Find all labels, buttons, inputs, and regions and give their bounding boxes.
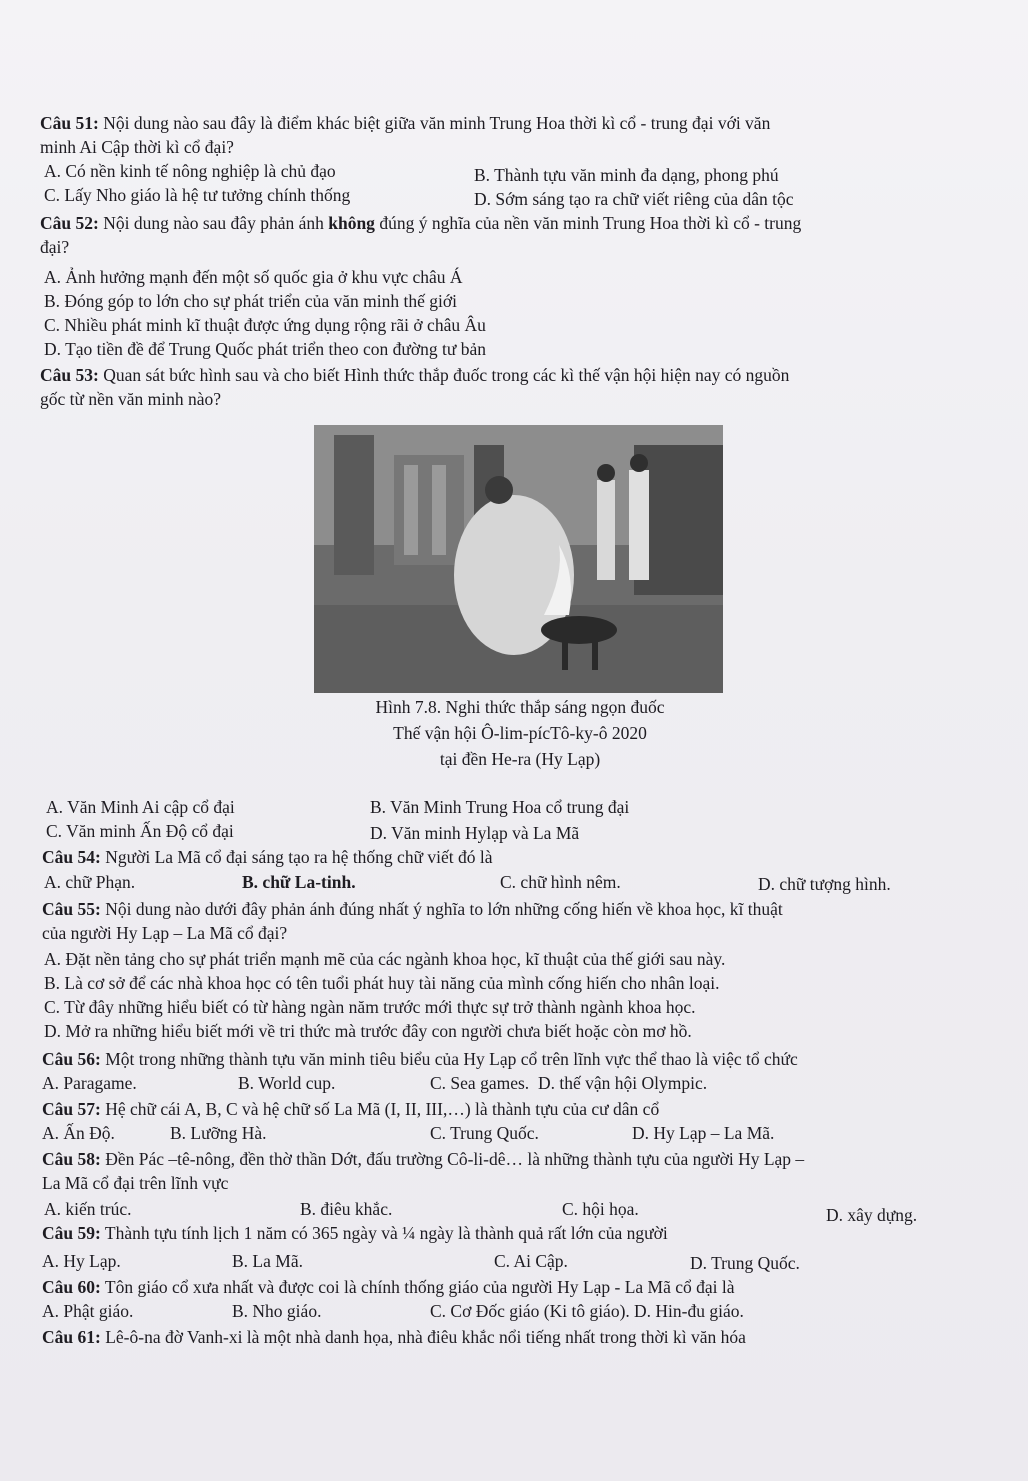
question-58 — [42, 1148, 804, 1170]
option-a: A. Đặt nền tảng cho sự phát triển mạnh mẽ của các ngành khoa học, kĩ thuật của thế giới sau này. — [44, 949, 726, 969]
question-text: đại? — [40, 237, 70, 257]
option-d: D. thế vận hội Olympic. — [538, 1073, 708, 1093]
question-text: gốc từ nền văn minh nào? — [40, 389, 222, 409]
question-label: Câu 54: — [42, 847, 101, 867]
question-emphasis: không — [328, 213, 375, 233]
question-text: Nội dung nào dưới đây phản ánh đúng nhất ý nghĩa to lớn những cống hiến về khoa học, kĩ thuật — [105, 899, 783, 919]
option-b: B. La Mã. — [232, 1251, 303, 1271]
question-text: Quan sát bức hình sau và cho biết Hình thức thắp đuốc trong các kì thế vận hội hiện nay có nguồn — [103, 365, 790, 385]
option-b: B. Thành tựu văn minh đa dạng, phong phú — [474, 165, 779, 185]
question-text: Người La Mã cổ đại sáng tạo ra hệ thống chữ viết đó là — [105, 847, 493, 867]
option-a: A. Có nền kinh tế nông nghiệp là chủ đạo — [44, 161, 336, 181]
option-c: C. Văn minh Ấn Độ cổ đại — [46, 821, 234, 841]
option-c: C. Sea games. — [430, 1073, 530, 1093]
option-c: C. chữ hình nêm. — [500, 872, 621, 892]
question-label: Câu 53: — [40, 365, 99, 385]
question-56 — [42, 1048, 798, 1070]
option-b: B. Văn Minh Trung Hoa cổ trung đại — [370, 797, 630, 817]
option-a: A. Phật giáo. — [42, 1301, 134, 1321]
question-61 — [42, 1326, 746, 1348]
question-label: Câu 57: — [42, 1099, 101, 1119]
question-text: Lê-ô-na đờ Vanh-xi là một nhà danh họa, nhà điêu khắc nổi tiếng nhất trong thời kì văn hóa — [105, 1327, 746, 1347]
option-d: D. Tạo tiền đề để Trung Quốc phát triển theo con đường tư bản — [44, 339, 486, 359]
option-a: A. Văn Minh Ai cập cổ đại — [46, 797, 235, 817]
question-text: Thành tựu tính lịch 1 năm có 365 ngày và ¼ ngày là thành quả rất lớn của người — [104, 1223, 668, 1243]
question-label: Câu 58: — [42, 1149, 101, 1169]
question-label: Câu 60: — [42, 1277, 101, 1297]
question-text: đúng ý nghĩa của nền văn minh Trung Hoa thời kì cổ - trung — [379, 213, 802, 233]
question-text: Đền Pác –tê-nông, đền thờ thần Dớt, đấu trường Cô-li-dê… là những thành tựu của người Hy Lạp – — [105, 1149, 805, 1169]
question-label: Câu 59: — [42, 1223, 101, 1243]
option-b: B. Là cơ sở để các nhà khoa học có tên tuổi phát huy tài năng của mình cống hiến cho nhân loại. — [44, 973, 720, 993]
torch-ceremony-photo — [314, 425, 723, 693]
option-c: C. Nhiều phát minh kĩ thuật được ứng dụng rộng rãi ở châu Âu — [44, 315, 486, 335]
question-text: của người Hy Lạp – La Mã cổ đại? — [42, 923, 288, 943]
option-d: D. chữ tượng hình. — [758, 874, 891, 894]
option-d: D. Trung Quốc. — [690, 1253, 800, 1273]
question-52 — [40, 212, 801, 234]
question-text: minh Ai Cập thời kì cổ đại? — [40, 137, 234, 157]
question-51 — [40, 112, 770, 134]
option-d: D. Hin-đu giáo. — [634, 1301, 744, 1321]
question-text: Hệ chữ cái A, B, C và hệ chữ số La Mã (I, II, III,…) là thành tựu của cư dân cổ — [105, 1099, 660, 1119]
question-57 — [42, 1098, 659, 1120]
option-d: D. Mở ra những hiểu biết mới về tri thức mà trước đây con người chưa biết hoặc còn mơ hồ. — [44, 1021, 692, 1041]
option-d: D. Hy Lạp – La Mã. — [632, 1123, 775, 1143]
question-60 — [42, 1276, 735, 1298]
question-text: Nội dung nào sau đây là điểm khác biệt giữa văn minh Trung Hoa thời kì cổ - trung đại với văn — [103, 113, 771, 133]
option-a: A. Paragame. — [42, 1073, 137, 1093]
option-d: D. xây dựng. — [826, 1205, 918, 1225]
option-a: A. Ảnh hưởng mạnh đến một số quốc gia ở khu vực châu Á — [44, 267, 463, 287]
question-label: Câu 51: — [40, 113, 99, 133]
question-text: Một trong những thành tựu văn minh tiêu biểu của Hy Lạp cổ trên lĩnh vực thể thao là việc tổ chức — [105, 1049, 798, 1069]
option-c: C. Cơ Đốc giáo (Ki tô giáo). — [430, 1301, 630, 1321]
figure-caption: tại đền He-ra (Hy Lạp) — [439, 749, 601, 769]
figure-caption: Thế vận hội Ô-lim-pícTô-ky-ô 2020 — [393, 723, 647, 743]
question-54 — [42, 846, 493, 868]
question-text: La Mã cổ đại trên lĩnh vực — [42, 1173, 229, 1193]
option-a: A. Hy Lạp. — [42, 1251, 121, 1271]
option-d: D. Sớm sáng tạo ra chữ viết riêng của dân tộc — [474, 189, 794, 209]
option-c: C. Lấy Nho giáo là hệ tư tưởng chính thống — [44, 185, 351, 205]
question-text: Tôn giáo cổ xưa nhất và được coi là chính thống giáo của người Hy Lạp - La Mã cổ đại là — [104, 1277, 735, 1297]
option-a: A. kiến trúc. — [44, 1199, 132, 1219]
question-59 — [42, 1222, 668, 1244]
option-b: B. Đóng góp to lớn cho sự phát triển của văn minh thế giới — [44, 291, 457, 311]
option-a: A. Ấn Độ. — [42, 1123, 115, 1143]
option-b: B. Nho giáo. — [232, 1301, 322, 1321]
option-b: B. điêu khắc. — [300, 1199, 393, 1219]
question-53 — [40, 364, 789, 386]
question-text: Nội dung nào sau đây phản ánh — [103, 213, 324, 233]
question-label: Câu 61: — [42, 1327, 101, 1347]
option-c: C. Trung Quốc. — [430, 1123, 539, 1143]
figure-caption: Hình 7.8. Nghi thức thắp sáng ngọn đuốc — [375, 697, 665, 717]
option-b: B. World cup. — [238, 1073, 336, 1093]
option-d: D. Văn minh Hylạp và La Mã — [370, 823, 580, 843]
option-c: C. Từ đây những hiểu biết có từ hàng ngàn năm trước mới thực sự trở thành ngành khoa học. — [44, 997, 696, 1017]
question-label: Câu 55: — [42, 899, 101, 919]
question-55 — [42, 898, 783, 920]
option-a: A. chữ Phạn. — [44, 872, 136, 892]
option-b: B. Lưỡng Hà. — [170, 1123, 267, 1143]
photo-illustration — [314, 425, 723, 693]
question-label: Câu 52: — [40, 213, 99, 233]
option-c: C. hội họa. — [562, 1199, 639, 1219]
question-label: Câu 56: — [42, 1049, 101, 1069]
option-c: C. Ai Cập. — [494, 1251, 568, 1271]
option-b: B. chữ La-tinh. — [242, 872, 356, 892]
